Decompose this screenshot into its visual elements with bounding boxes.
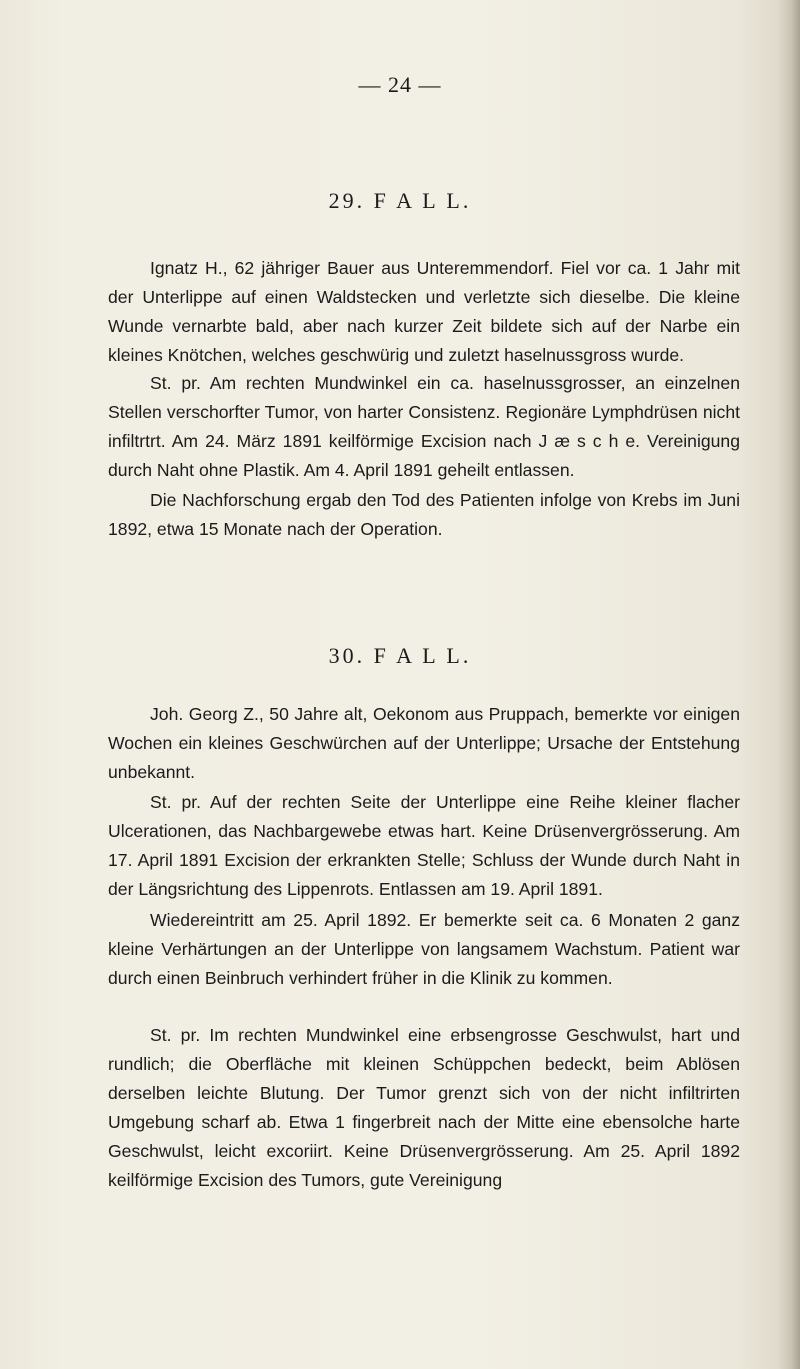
case-29-heading: 29. F A L L. bbox=[328, 188, 472, 213]
case-30-heading: 30. F A L L. bbox=[328, 643, 472, 668]
case-30-paragraph-1: Joh. Georg Z., 50 Jahre alt, Oekonom aus Pruppach, bemerkte vor einigen Wochen ein kleines Geschwürchen auf der Unterlippe; Ursache der Entstehung unbekannt. bbox=[108, 704, 740, 782]
case-30-paragraph-2: St. pr. Auf der rechten Seite der Unterlippe eine Reihe kleiner flacher Ulcerationen, das Nachbargewebe etwas hart. Keine Drüsenvergrösserung. Am 17. April 1891 Excision der erkrankten Stelle; Schluss der Wunde durch Naht in der Längsrichtung des Lippenrots. Entlassen am 19. April 1891. bbox=[108, 792, 740, 899]
case-30-paragraph-4: St. pr. Im rechten Mundwinkel eine erbsengrosse Geschwulst, hart und rundlich; die Oberfläche mit kleinen Schüppchen bedeckt, beim Ablösen derselben leichte Blutung. Der Tumor grenzt sich von der nicht infiltrirten Umgebung scharf ab. Etwa 1 fingerbreit nach der Mitte eine ebensolche harte Geschwulst, leicht excoriirt. Keine Drüsenvergrösserung. Am 25. April 1892 keilförmige Excision des Tumors, gute Vereinigung bbox=[108, 1025, 740, 1190]
case-29-paragraph-2: St. pr. Am rechten Mundwinkel ein ca. haselnussgrosser, an einzelnen Stellen verschorfter Tumor, von harter Consistenz. Regionäre Lymphdrüsen nicht infiltrtrt. Am 24. März 1891 keilförmige Excision nach J æ s c h e. Vereinigung durch Naht ohne Plastik. Am 4. April 1891 geheilt entlassen. bbox=[108, 373, 740, 480]
case-30-paragraph-3: Wiedereintritt am 25. April 1892. Er bemerkte seit ca. 6 Monaten 2 ganz kleine Verhärtungen an der Unterlippe von langsamem Wachstum. Patient war durch einen Beinbruch verhindert früher in die Klinik zu kommen. bbox=[108, 910, 740, 988]
page-number: — 24 — bbox=[358, 72, 442, 97]
case-29-paragraph-3: Die Nachforschung ergab den Tod des Patienten infolge von Krebs im Juni 1892, etwa 15 Monate nach der Operation. bbox=[108, 490, 740, 539]
case-29-paragraph-1: Ignatz H., 62 jähriger Bauer aus Unteremmendorf. Fiel vor ca. 1 Jahr mit der Unterlippe auf einen Waldstecken und verletzte sich dieselbe. Die kleine Wunde vernarbte bald, aber nach kurzer Zeit bildete sich auf der Narbe ein kleines Knötchen, welches geschwürig und zuletzt haselnussgross wurde. bbox=[108, 258, 740, 365]
